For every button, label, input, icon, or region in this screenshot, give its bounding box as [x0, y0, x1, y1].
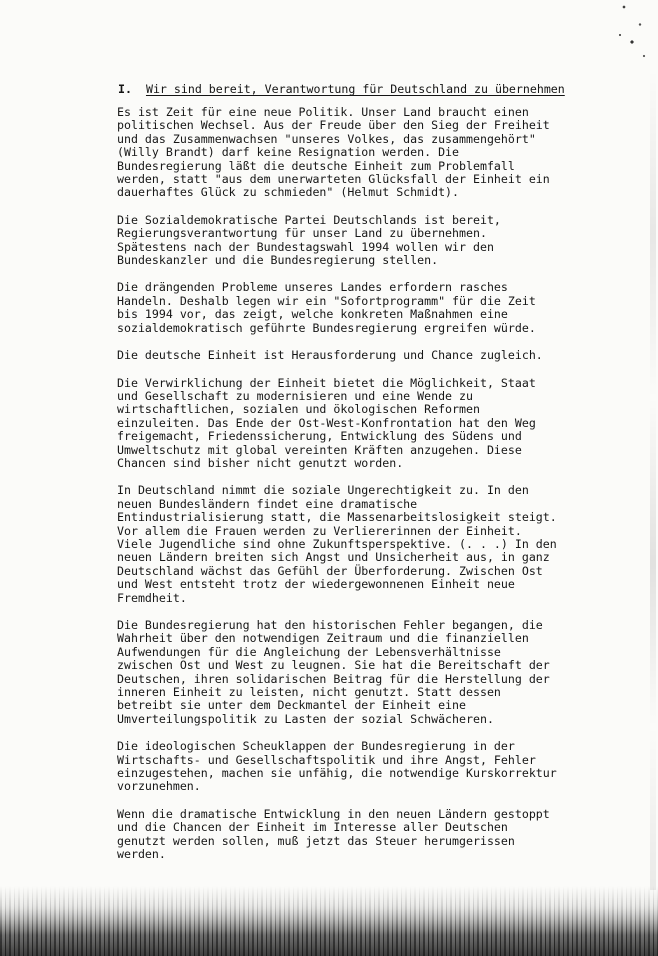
paragraph: Wenn die dramatische Entwicklung in den neuen Ländern gestoppt und die Chancen der Einheit im Interesse aller Deutschen genutzt werden sollen, muß jetzt das Steuer herumgerissen werden.: [117, 806, 550, 862]
paragraph: Die Verwirklichung der Einheit bietet die Möglichkeit, Staat und Gesellschaft zu modernisieren und eine Wende zu wirtschaftlichen, sozialen und ökologischen Reformen einzuleiten. Das Ende der Ost-West-Konfrontation hat den Weg freigemacht, Friedenssicherung, Entwicklung des Südens und Umweltschutz mit global vereinten Kräften anzugehen. Diese Chancen sind bisher nicht genutzt worden.: [117, 375, 536, 470]
paragraph: Die Sozialdemokratische Partei Deutschlands ist bereit, Regierungsverantwortung für unser Land zu übernehmen. Spätestens nach der Bundestagswahl 1994 wollen wir den Bundeskanzler und die Bundesregierung stellen.: [117, 212, 501, 268]
section-heading: [118, 82, 588, 96]
document-body: [117, 106, 587, 876]
paragraph: Die drängenden Probleme unseres Landes erfordern rasches Handeln. Deshalb legen wir ein "Sofortprogramm" für die Zeit bis 1994 vor, das zeigt, welche konkreten Maßnahmen eine sozialdemokratisch geführte Bundesregierung ergreifen würde.: [117, 280, 536, 335]
scan-artifact-right-edge: [650, 70, 656, 890]
section-number: I.: [118, 82, 132, 96]
paragraph: In Deutschland nimmt die soziale Ungerechtigkeit zu. In den neuen Bundesländern findet eine dramatische Entindustrialisierung statt, die Massenarbeitslosigkeit steigt. Vor allem die Frauen werden zu Verliererinnen der Einheit. Viele Jugendliche sind ohne Zukunftsperspektive. (. . .) In den neuen Ländern breiten sich Angst und Unsicherheit aus, in ganz Deutschland wächst das Gefühl der Überforderung. Zwischen Ost und West entsteht trotz der wiedergewonnenen Einheit neue Fremdheit.: [117, 483, 557, 605]
paragraph: Die deutsche Einheit ist Herausforderung und Chance zugleich.: [117, 348, 543, 363]
paragraph: Die ideologischen Scheuklappen der Bundesregierung in der Wirtschafts- und Gesellschaftspolitik und ihre Angst, Fehler einzugestehen, machen sie unfähig, die notwendige Kurskorrektur vorzunehmen.: [117, 739, 557, 794]
section-title: Wir sind bereit, Verantwortung für Deutschland zu übernehmen: [145, 82, 565, 96]
paragraph: Es ist Zeit für eine neue Politik. Unser Land braucht einen politischen Wechsel. Aus der Freude über den Sieg der Freiheit und das Zusammenwachsen "unseres Volkes, das zusammengehört" (Willy Brandt) darf keine Resignation werden. Die Bundesregierung läßt die deutsche Einheit zum Problemfall werden, statt "aus dem unerwarteten Glücksfall der Einheit ein dauerhaftes Glück zu schmieden" (Helmut Schmidt).: [117, 105, 550, 200]
scan-artifact-bottom: [0, 886, 658, 956]
scan-artifact-top-right: [612, 0, 652, 70]
paragraph: Die Bundesregierung hat den historischen Fehler begangen, die Wahrheit über den notwendigen Zeitraum und die finanziellen Aufwendungen für die Angleichung der Lebensverhältnisse zwischen Ost und West zu leugnen. Sie hat die Bereitschaft der Deutschen, ihren solidarischen Beitrag für die Herstellung der inneren Einheit zu leisten, nicht genutzt. Statt dessen betreibt sie unter dem Deckmantel der Einheit eine Umverteilungspolitik zu Lasten der sozial Schwächeren.: [117, 618, 550, 726]
